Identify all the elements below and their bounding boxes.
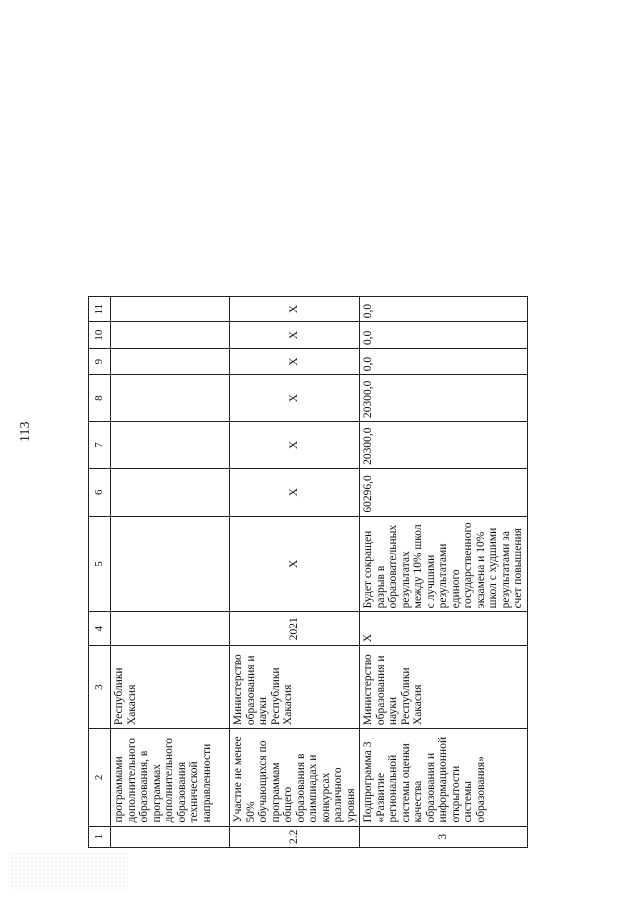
- table-cell: [111, 297, 230, 322]
- table-cell: Подпрограмма 3 «Развитие региональной системы оценки качества образования и информационной открытости системы образования»: [360, 729, 528, 826]
- table-cell: 20300,0: [360, 375, 528, 422]
- table-cell: [111, 375, 230, 422]
- table-cell: [111, 516, 230, 612]
- table-cell: 0,0: [360, 348, 528, 374]
- header-cell: 8: [89, 375, 111, 422]
- header-cell: 2: [89, 729, 111, 826]
- table-cell: [111, 612, 230, 646]
- table-cell: программами дополнительного образования, в программах дополнительного образования технической направленности: [111, 729, 230, 826]
- document-table-container: [88, 296, 528, 848]
- table-cell: Участие не менее 50% обучающихся по программам общего образования в олимпиадах и конкурсах различного уровня: [230, 729, 360, 826]
- header-cell: 11: [89, 297, 111, 322]
- table-cell: Министерство образования и науки Республики Хакасия: [360, 646, 528, 729]
- table-cell: [111, 348, 230, 374]
- table-header-row: [89, 297, 111, 848]
- table-row: [360, 297, 528, 848]
- table-cell: [111, 422, 230, 469]
- table-row: [230, 297, 360, 848]
- table-cell: X: [230, 322, 360, 349]
- table-cell: 3: [360, 826, 528, 847]
- page-number: 113: [18, 421, 33, 442]
- table-cell: Республики Хакасия: [111, 646, 230, 729]
- table-cell: 2021: [230, 612, 360, 646]
- header-cell: 6: [89, 468, 111, 516]
- table-cell: 0,0: [360, 297, 528, 322]
- table-cell: X: [230, 297, 360, 322]
- header-cell: 9: [89, 348, 111, 374]
- table-cell: [111, 826, 230, 847]
- table-cell: [111, 322, 230, 349]
- table-cell: [111, 468, 230, 516]
- table-cell: 20300,0: [360, 422, 528, 469]
- header-cell: 7: [89, 422, 111, 469]
- header-cell: 3: [89, 646, 111, 729]
- table-cell: 60296,0: [360, 468, 528, 516]
- table-row: [111, 297, 230, 848]
- table-cell: Министерство образования и науки Республики Хакасия: [230, 646, 360, 729]
- table-cell: X: [230, 348, 360, 374]
- table-cell: X: [230, 375, 360, 422]
- table-cell: Будет сокращен разрыв в образовательных результатах между 10% школ с лучшими результатами единого государственного экзамена и 10% школ с худшими результатами за счет повышения: [360, 516, 528, 612]
- table-cell: X: [230, 516, 360, 612]
- header-cell: 4: [89, 612, 111, 646]
- data-table: [88, 296, 528, 848]
- table-cell: X: [230, 468, 360, 516]
- header-cell: 5: [89, 516, 111, 612]
- table-cell: 0,0: [360, 322, 528, 349]
- header-cell: 10: [89, 322, 111, 349]
- scan-noise-stamp: [10, 852, 128, 890]
- table-cell: 2.2: [230, 826, 360, 847]
- header-cell: 1: [89, 826, 111, 847]
- table-cell: X: [230, 422, 360, 469]
- table-cell: X: [360, 612, 528, 646]
